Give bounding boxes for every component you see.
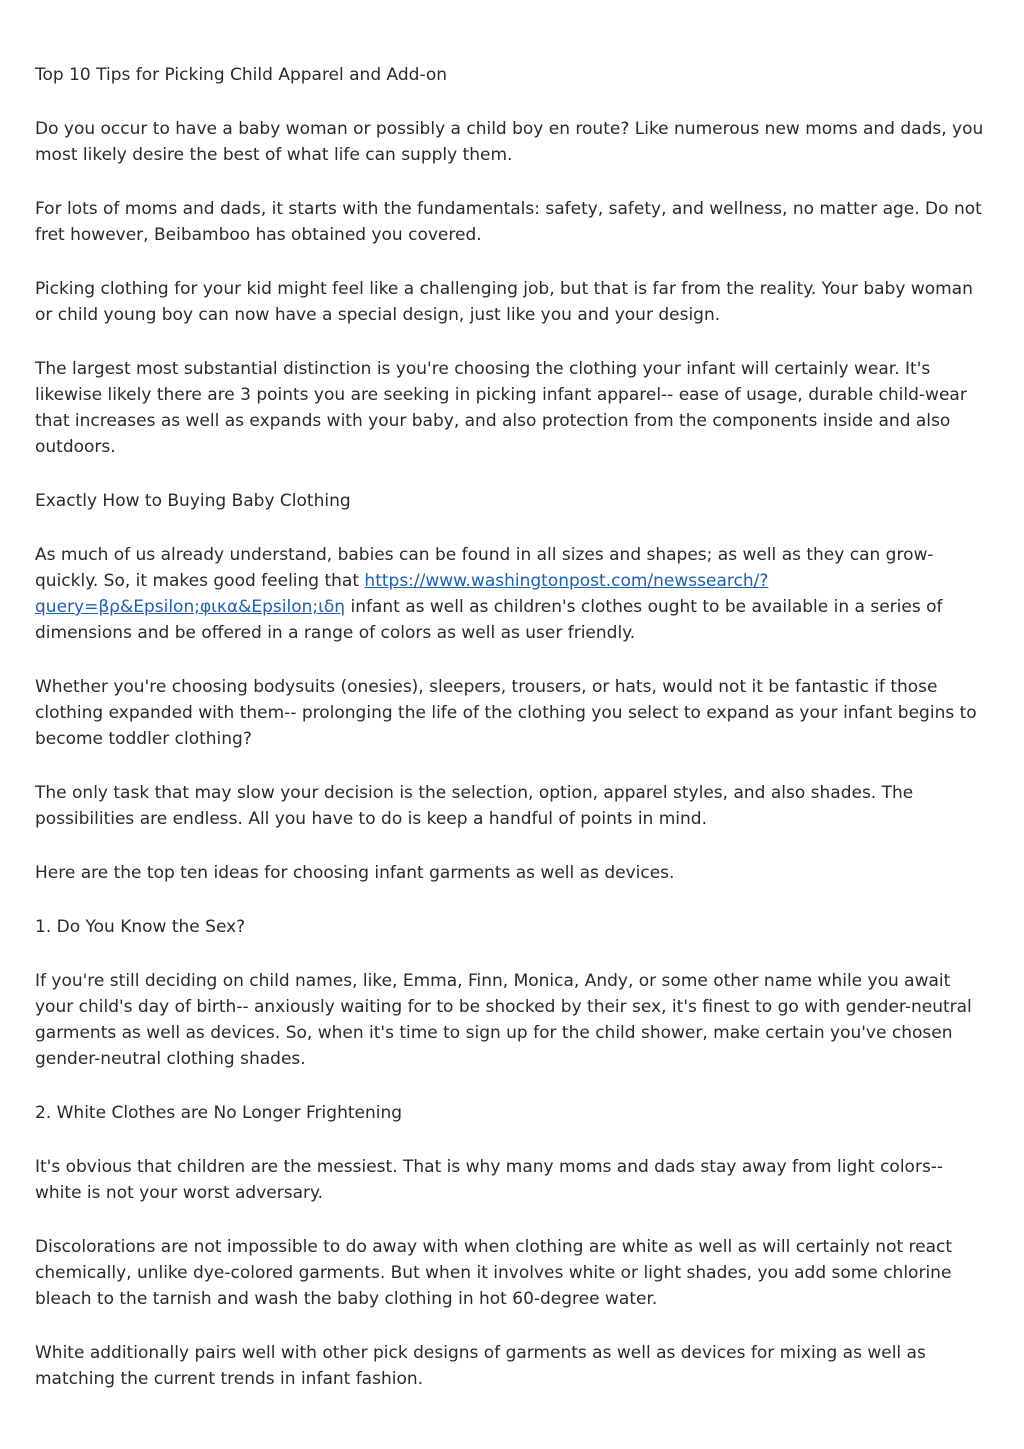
paragraph-picking-clothing: Picking clothing for your kid might feel like a challenging job, but that is far from the reality. Your baby woman or child young boy can now have a special design, just like you and your design. bbox=[35, 279, 973, 325]
paragraph-bodysuits: Whether you're choosing bodysuits (onesies), sleepers, trousers, or hats, would not it be fantastic if those clothing expanded with them-- prolonging the life of the clothing you select to expand as your infant begins to become toddler clothing? bbox=[35, 677, 977, 749]
document-body bbox=[35, 62, 991, 1420]
washingtonpost-search-link[interactable]: https://www.washingtonpost.com/newssearch/?query=βρ&Epsilon;φικα&Epsilon;ιδη bbox=[35, 571, 769, 617]
paragraph-sizes-text-before: As much of us already understand, babies can be found in all sizes and shapes; as well as they can grow-quickly. So, it makes good feeling that bbox=[35, 545, 934, 591]
paragraph-selection: The only task that may slow your decision is the selection, option, apparel styles, and also shades. The possibilities are endless. All you have to do is keep a handful of points in mind. bbox=[35, 783, 914, 829]
heading-know-the-sex: 1. Do You Know the Sex? bbox=[35, 917, 246, 937]
paragraph-messiest: It's obvious that children are the messiest. That is why many moms and dads stay away from light colors-- white is not your worst adversary. bbox=[35, 1157, 944, 1203]
paragraph-discolorations: Discolorations are not impossible to do away with when clothing are white as well as will certainly not react chemically, unlike dye-colored garments. But when it involves white or light shades, you add some chlorine bleach to the tarnish and wash the baby clothing in hot 60-degree water. bbox=[35, 1237, 953, 1309]
paragraph-top-ten: Here are the top ten ideas for choosing infant garments as well as devices. bbox=[35, 863, 675, 883]
document-title: Top 10 Tips for Picking Child Apparel and Add-on bbox=[35, 65, 448, 85]
paragraph-child-names: If you're still deciding on child names, like, Emma, Finn, Monica, Andy, or some other name while you await your child's day of birth-- anxiously waiting for to be shocked by their sex, it's finest to go with gender-neutral garments as well as devices. So, when it's time to sign up for the child shower, make certain you've chosen gender-neutral clothing shades. bbox=[35, 971, 972, 1069]
paragraph-distinction: The largest most substantial distinction is you're choosing the clothing your infant will certainly wear. It's likewise likely there are 3 points you are seeking in picking infant apparel-- ease of usage, durable child-wear that increases as well as expands with your baby, and also protection from the components inside and also outdoors. bbox=[35, 359, 967, 457]
paragraph-white-pairs: White additionally pairs well with other pick designs of garments as well as devices for mixing as well as matching the current trends in infant fashion. bbox=[35, 1343, 926, 1389]
paragraph-sizes-text-after: infant as well as children's clothes ought to be available in a series of dimensions and be offered in a range of colors as well as user friendly. bbox=[35, 597, 943, 643]
paragraph-fundamentals: For lots of moms and dads, it starts with the fundamentals: safety, safety, and wellness, no matter age. Do not fret however, Beibamboo has obtained you covered. bbox=[35, 199, 982, 245]
heading-buying-baby-clothing: Exactly How to Buying Baby Clothing bbox=[35, 491, 351, 511]
paragraph-intro: Do you occur to have a baby woman or possibly a child boy en route? Like numerous new moms and dads, you most likely desire the best of what life can supply them. bbox=[35, 119, 984, 165]
paragraph-sizes-shapes bbox=[35, 542, 991, 646]
heading-white-clothes: 2. White Clothes are No Longer Frightening bbox=[35, 1103, 403, 1123]
